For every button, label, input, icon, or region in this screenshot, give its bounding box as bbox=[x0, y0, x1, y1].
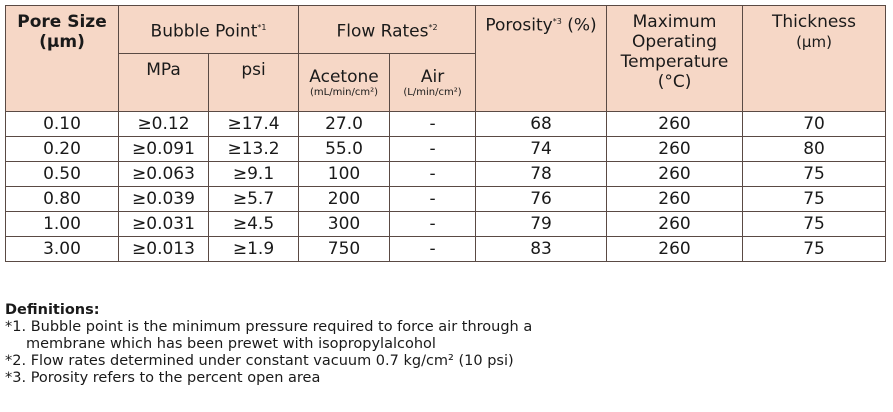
flow-rates-label: Flow Rates bbox=[336, 21, 429, 42]
cell-air: - bbox=[390, 212, 476, 237]
cell-temp: 260 bbox=[607, 137, 743, 162]
cell-psi: ≥13.2 bbox=[209, 137, 299, 162]
definitions-title: Definitions: bbox=[5, 302, 100, 318]
header-bubble-point bbox=[119, 6, 299, 54]
cell-pore: 3.00 bbox=[6, 237, 119, 262]
acetone-unit: (mL/min/cm²) bbox=[310, 86, 378, 98]
header-mpa bbox=[119, 54, 209, 112]
table-row bbox=[6, 137, 886, 162]
cell-air: - bbox=[390, 162, 476, 187]
porosity-label: Porosity bbox=[485, 15, 553, 36]
cell-acetone: 750 bbox=[299, 237, 390, 262]
bubble-point-label: Bubble Point bbox=[150, 21, 258, 42]
cell-thickness: 75 bbox=[743, 212, 886, 237]
psi-label: psi bbox=[241, 60, 266, 80]
mpa-label: MPa bbox=[146, 60, 181, 80]
cell-thickness: 75 bbox=[743, 162, 886, 187]
cell-temp: 260 bbox=[607, 212, 743, 237]
cell-thickness: 75 bbox=[743, 237, 886, 262]
cell-porosity: 83 bbox=[476, 237, 607, 262]
cell-psi: ≥1.9 bbox=[209, 237, 299, 262]
cell-mpa: ≥0.091 bbox=[119, 137, 209, 162]
cell-temp: 260 bbox=[607, 187, 743, 212]
cell-air: - bbox=[390, 187, 476, 212]
cell-porosity: 78 bbox=[476, 162, 607, 187]
cell-acetone: 27.0 bbox=[299, 112, 390, 137]
porosity-unit: (%) bbox=[567, 15, 597, 36]
cell-pore: 0.80 bbox=[6, 187, 119, 212]
definitions bbox=[5, 302, 532, 387]
table-row bbox=[6, 237, 886, 262]
table-body bbox=[6, 112, 886, 262]
max-temp-unit: (°C) bbox=[657, 72, 692, 92]
cell-air: - bbox=[390, 112, 476, 137]
cell-pore: 0.10 bbox=[6, 112, 119, 137]
cell-acetone: 100 bbox=[299, 162, 390, 187]
header-max-temp bbox=[607, 6, 743, 112]
header-pore-size bbox=[6, 6, 119, 112]
definition-3: *3. Porosity refers to the percent open area bbox=[5, 370, 321, 386]
max-temp-line2: Operating bbox=[632, 32, 718, 52]
header-thickness bbox=[743, 6, 886, 112]
cell-psi: ≥4.5 bbox=[209, 212, 299, 237]
cell-pore: 0.50 bbox=[6, 162, 119, 187]
pore-size-unit: (µm) bbox=[39, 32, 85, 52]
cell-acetone: 200 bbox=[299, 187, 390, 212]
cell-air: - bbox=[390, 137, 476, 162]
cell-mpa: ≥0.063 bbox=[119, 162, 209, 187]
cell-temp: 260 bbox=[607, 162, 743, 187]
cell-pore: 0.20 bbox=[6, 137, 119, 162]
cell-psi: ≥9.1 bbox=[209, 162, 299, 187]
header-row-1 bbox=[6, 6, 886, 54]
max-temp-line3: Temperature bbox=[620, 52, 729, 72]
cell-mpa: ≥0.031 bbox=[119, 212, 209, 237]
definition-1-line-2: membrane which has been prewet with isopropylalcohol bbox=[26, 336, 436, 352]
cell-thickness: 75 bbox=[743, 187, 886, 212]
flow-rates-footnote: *2 bbox=[428, 22, 438, 32]
cell-thickness: 80 bbox=[743, 137, 886, 162]
thickness-unit: (µm) bbox=[796, 33, 832, 51]
definition-2: *2. Flow rates determined under constant vacuum 0.7 kg/cm² (10 psi) bbox=[5, 353, 514, 369]
cell-psi: ≥5.7 bbox=[209, 187, 299, 212]
cell-porosity: 76 bbox=[476, 187, 607, 212]
cell-porosity: 79 bbox=[476, 212, 607, 237]
thickness-label: Thickness bbox=[772, 12, 857, 32]
cell-pore: 1.00 bbox=[6, 212, 119, 237]
cell-air: - bbox=[390, 237, 476, 262]
header-air bbox=[390, 54, 476, 112]
cell-mpa: ≥0.12 bbox=[119, 112, 209, 137]
cell-psi: ≥17.4 bbox=[209, 112, 299, 137]
cell-mpa: ≥0.039 bbox=[119, 187, 209, 212]
cell-porosity: 74 bbox=[476, 137, 607, 162]
air-label: Air bbox=[420, 66, 445, 87]
table-row bbox=[6, 162, 886, 187]
max-temp-line1: Maximum bbox=[632, 12, 717, 32]
specifications-table bbox=[5, 5, 886, 262]
bubble-point-footnote: *1 bbox=[257, 22, 267, 32]
definition-1-line-1: *1. Bubble point is the minimum pressure required to force air through a bbox=[5, 319, 533, 335]
air-unit: (L/min/cm²) bbox=[403, 86, 462, 98]
cell-mpa: ≥0.013 bbox=[119, 237, 209, 262]
table-row bbox=[6, 187, 886, 212]
header-psi bbox=[209, 54, 299, 112]
porosity-footnote: *3 bbox=[552, 17, 562, 26]
cell-temp: 260 bbox=[607, 237, 743, 262]
cell-thickness: 70 bbox=[743, 112, 886, 137]
pore-size-label: Pore Size bbox=[17, 12, 107, 32]
header-flow-rates bbox=[299, 6, 476, 54]
cell-temp: 260 bbox=[607, 112, 743, 137]
cell-acetone: 55.0 bbox=[299, 137, 390, 162]
header-acetone bbox=[299, 54, 390, 112]
acetone-label: Acetone bbox=[309, 66, 379, 87]
header-porosity bbox=[476, 6, 607, 112]
table-row bbox=[6, 112, 886, 137]
table-row bbox=[6, 212, 886, 237]
cell-porosity: 68 bbox=[476, 112, 607, 137]
cell-acetone: 300 bbox=[299, 212, 390, 237]
